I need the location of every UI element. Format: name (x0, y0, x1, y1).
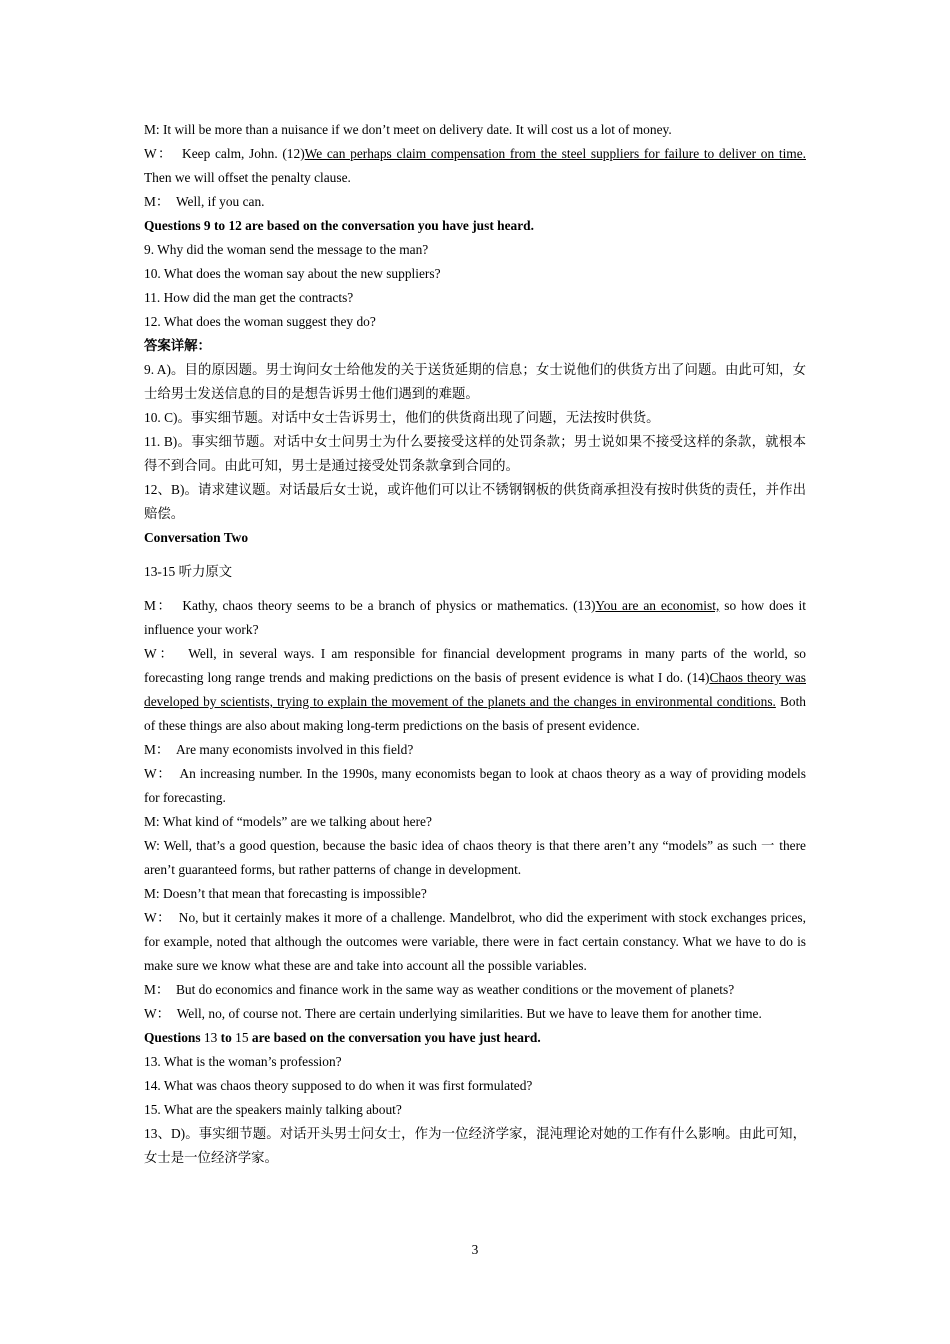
question-item: 13. What is the woman’s profession? (144, 1054, 342, 1069)
answer-explanation: 13、D)。事实细节题。对话开头男士问女士，作为一位经济学家，混沌理论对她的工作有什么影响。由此可知，女士是一位经济学家。 (144, 1126, 806, 1165)
answer-explanation: 11. B)。事实细节题。对话中女士问男士为什么要接受这样的处罚条款；男士说如果不接受这样的条款，就根本得不到合同。由此可知，男士是通过接受处罚条款拿到合同的。 (144, 434, 806, 473)
page-number: 3 (471, 1242, 479, 1257)
question-item: 14. What was chaos theory supposed to do when it was first formulated? (144, 1078, 533, 1093)
dialogue-line: M： Kathy, chaos theory seems to be a branch of physics or mathematics. (13)You are an economist, so how does it influence your work? (144, 598, 806, 637)
questions-heading: Questions 13 to 15 are based on the conversation you have just heard. (144, 1030, 541, 1045)
dialogue-line: M: Doesn’t that mean that forecasting is impossible? (144, 886, 427, 901)
dialogue-line: W： An increasing number. In the 1990s, many economists began to look at chaos theory as a way of providing models for forecasting. (144, 766, 806, 805)
answers-heading: 答案详解： (144, 338, 211, 353)
question-item: 10. What does the woman say about the new suppliers? (144, 266, 441, 281)
underlined-answer: Chaos theory was developed by scientists, trying to explain the movement of the planets and the changes in environmental conditions. (144, 670, 806, 709)
dialogue-line: M: It will be more than a nuisance if we don’t meet on delivery date. It will cost us a lot of money. (144, 122, 672, 137)
dialogue-line: M： Well, if you can. (144, 194, 265, 209)
question-item: 15. What are the speakers mainly talking about? (144, 1102, 402, 1117)
dialogue-line: M： But do economics and finance work in the same way as weather conditions or the movement of planets? (144, 982, 735, 997)
question-item: 12. What does the woman suggest they do? (144, 314, 376, 329)
dialogue-line: W： Well, no, of course not. There are certain underlying similarities. But we have to leave them for another time. (144, 1006, 762, 1021)
document-body (144, 118, 806, 1170)
questions-heading: Questions 9 to 12 are based on the conversation you have just heard. (144, 218, 534, 233)
question-item: 11. How did the man get the contracts? (144, 290, 354, 305)
transcript-subheading: 13-15 听力原文 (144, 564, 233, 579)
dialogue-line: M： Are many economists involved in this field? (144, 742, 414, 757)
dialogue-line: W: Well, that’s a good question, because the basic idea of chaos theory is that there aren’t any “models” as such 一 there aren’t guaranteed forms, but rather patterns of change in development. (144, 838, 806, 877)
underlined-answer: We can perhaps claim compensation from the steel suppliers for failure to deliver on time. (304, 146, 806, 161)
dialogue-line: W： No, but it certainly makes it more of a challenge. Mandelbrot, who did the experiment with stock exchanges prices, for example, noted that although the outcomes were variable, there were in fact certain constancy. What we have to do is make sure we know what these are and take into account all the possible variables. (144, 910, 806, 973)
dialogue-line: W： Keep calm, John. (12)We can perhaps claim compensation from the steel suppliers for failure to deliver on time. Then we will offset the penalty clause. (144, 146, 806, 185)
dialogue-line: M: What kind of “models” are we talking about here? (144, 814, 432, 829)
dialogue-line: W： Well, in several ways. I am responsible for financial development programs in many parts of the world, so forecasting long range trends and making predictions on the basis of present evidence is what I do. (14)Chaos theory was developed by scientists, trying to explain the movement of the planets and the changes in environmental conditions. Both of these things are also about making long-term predictions on the basis of present evidence. (144, 646, 806, 733)
question-item: 9. Why did the woman send the message to the man? (144, 242, 429, 257)
answer-explanation: 12、B)。请求建议题。对话最后女士说，或许他们可以让不锈钢钢板的供货商承担没有按时供货的责任，并作出赔偿。 (144, 482, 806, 521)
answer-explanation: 10. C)。事实细节题。对话中女士告诉男士，他们的供货商出现了问题，无法按时供货。 (144, 410, 660, 425)
underlined-answer: You are an economist, (595, 598, 720, 613)
section-heading: Conversation Two (144, 530, 249, 545)
answer-explanation: 9. A)。目的原因题。男士询问女士给他发的关于送货延期的信息；女士说他们的供货方出了问题。由此可知，女士给男士发送信息的目的是想告诉男士他们遇到的难题。 (144, 362, 806, 401)
